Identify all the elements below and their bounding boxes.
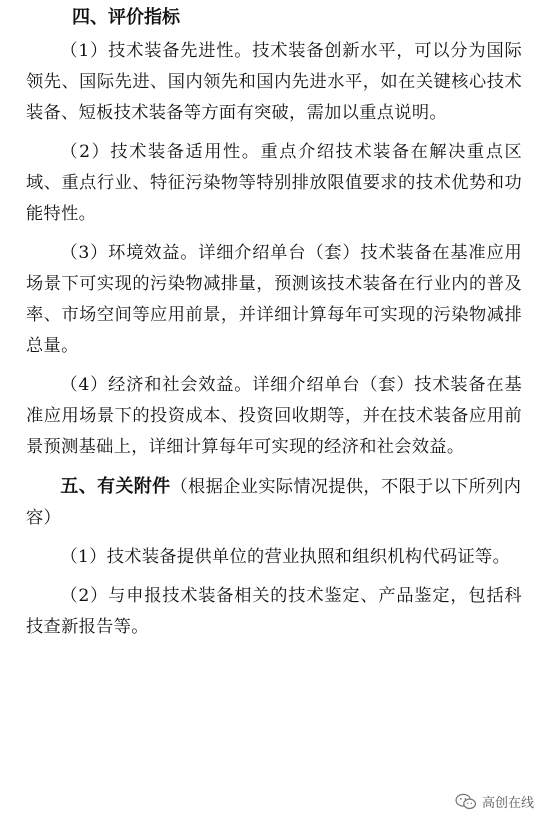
section-5-item-1: （1）技术装备提供单位的营业执照和组织机构代码证等。 (60, 547, 511, 567)
document-page (26, 0, 522, 651)
wechat-icon (455, 793, 477, 811)
section-4-item-4: （4）经济和社会效益。详细介绍单台（套）技术装备在基准应用场景下的投资成本、投资回收期等，并在技术装备应用前景预测基础上，详细计算每年可实现的经济和社会效益。 (26, 375, 522, 457)
section-4-item-2: （2）技术装备适用性。重点介绍技术装备在解决重点区域、重点行业、特征污染物等特别排放限值要求的技术优势和功能特性。 (26, 142, 522, 224)
section-5-note: （根据企业实际情况提供，不限于以下所列内容） (26, 477, 522, 528)
section-5-heading: 五、有关附件 (60, 476, 171, 497)
section-4-heading: 四、评价指标 (72, 7, 180, 28)
watermark-text: 高创在线 (481, 796, 534, 811)
section-5-heading-line (26, 471, 522, 534)
section-4-item-3: （3）环境效益。详细介绍单台（套）技术装备在基准应用场景下可实现的污染物减排量，预测该技术装备在行业内的普及率、市场空间等应用前景，并详细计算每年可实现的污染物减排总量。 (26, 243, 522, 356)
section-5-item-2: （2）与申报技术装备相关的技术鉴定、产品鉴定，包括科技查新报告等。 (26, 586, 522, 637)
watermark (455, 792, 534, 811)
section-4-item-1: （1）技术装备先进性。技术装备创新水平，可以分为国际领先、国际先进、国内领先和国内先进水平，如在关键核心技术装备、短板技术装备等方面有突破，需加以重点说明。 (26, 41, 522, 123)
